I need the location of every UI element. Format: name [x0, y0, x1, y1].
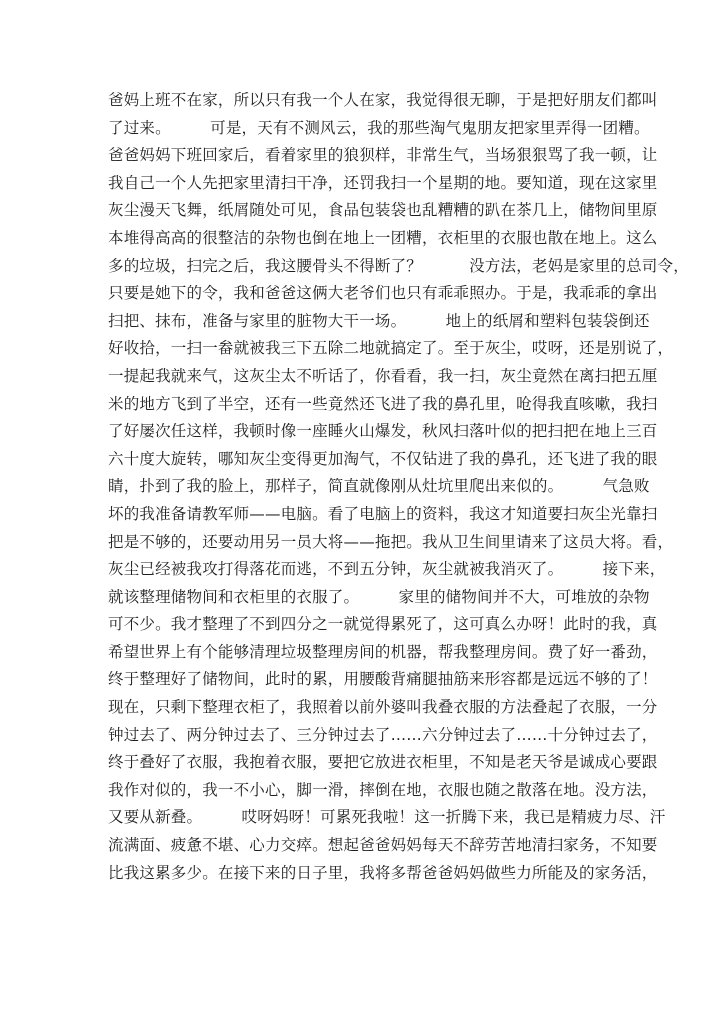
text-line-2: 了过来。 可是，天有不测风云，我的那些淘气鬼朋友把家里弄得一团糟。: [108, 118, 650, 137]
text-line-19: 就该整理储物间和衣柜里的衣服了。 家里的储物间并不大，可堆放的杂物: [108, 587, 650, 606]
text-line-7: 多的垃圾，扫完之后，我这腰骨头不得断了？ 没方法，老妈是家里的总司令，: [108, 256, 689, 275]
text-line-28: 流满面、疲惫不堪、心力交瘁。想起爸爸妈妈每天不辞劳苦地清扫家务，不知要: [108, 836, 658, 855]
essay-body: [108, 87, 689, 887]
text-line-8: 只要是她下的令，我和爸爸这俩大老爷们也只有乖乖照办。于是，我乖乖的拿出: [108, 284, 658, 303]
text-line-24: 钟过去了、两分钟过去了、三分钟过去了……六分钟过去了……十分钟过去了，: [108, 725, 658, 744]
text-line-9: 扫把、抹布，准备与家里的脏物大干一场。 地上的纸屑和塑料包装袋倒还: [108, 311, 650, 330]
text-line-13: 了好屡次任这样，我顿时像一座睡火山爆发，秋风扫落叶似的把扫把在地上三百: [108, 422, 658, 441]
text-line-21: 希望世界上有个能够清理垃圾整理房间的机器，帮我整理房间。费了好一番劲，: [108, 642, 658, 661]
text-line-26: 我作对似的，我一不小心，脚一滑，摔倒在地，衣服也随之散落在地。没方法，: [108, 780, 658, 799]
text-line-10: 好收拾，一扫一畚就被我三下五除二地就搞定了。至于灰尘，哎呀，还是别说了，: [108, 339, 674, 358]
text-line-29: 比我这累多少。在接下来的日子里，我将多帮爸爸妈妈做些力所能及的家务活，: [108, 863, 658, 882]
text-line-14: 六十度大旋转，哪知灰尘变得更加淘气，不仅钻进了我的鼻孔，还飞进了我的眼: [108, 449, 658, 468]
text-line-16: 坏的我准备请教军师——电脑。看了电脑上的资料，我这才知道要扫灰尘光靠扫: [108, 504, 658, 523]
text-line-4: 我自己一个人先把家里清扫干净，还罚我扫一个星期的地。要知道，现在这家里: [108, 173, 658, 192]
text-line-17: 把是不够的，还要动用另一员大将——拖把。我从卫生间里请来了这员大将。看，: [108, 532, 674, 551]
text-line-15: 睛，扑到了我的脸上，那样子，简直就像刚从灶坑里爬出来似的。 气急败: [108, 477, 650, 496]
text-line-11: 一提起我就来气，这灰尘太不听话了，你看看，我一扫，灰尘竟然在离扫把五厘: [108, 366, 658, 385]
text-line-27: 又要从新叠。 哎呀妈呀！可累死我啦！这一折腾下来，我已是精疲力尽、汗: [108, 808, 666, 827]
text-line-6: 本堆得高高的很整洁的杂物也倒在地上一团糟，衣柜里的衣服也散在地上。这么: [108, 228, 658, 247]
text-line-20: 可不少。我才整理了不到四分之一就觉得累死了，这可真么办呀！此时的我，真: [108, 615, 658, 634]
text-line-25: 终于叠好了衣服，我抱着衣服，要把它放进衣柜里，不知是老天爷是诚成心要跟: [108, 753, 658, 772]
text-line-1: 爸妈上班不在家，所以只有我一个人在家，我觉得很无聊，于是把好朋友们都叫: [108, 91, 658, 109]
text-line-18: 灰尘已经被我攻打得落花而逃，不到五分钟，灰尘就被我消灭了。 接下来，: [108, 560, 666, 579]
text-line-22: 终于整理好了储物间，此时的累，用腰酸背痛腿抽筋来形容都是远远不够的了！: [108, 670, 658, 689]
text-line-3: 爸爸妈妈下班回家后，看着家里的狼狈样，非常生气，当场狠狠骂了我一顿，让: [108, 146, 658, 165]
text-line-23: 现在，只剩下整理衣柜了，我照着以前外婆叫我叠衣服的方法叠起了衣服，一分: [108, 698, 658, 717]
text-line-5: 灰尘漫天飞舞，纸屑随处可见，食品包装袋也乱糟糟的趴在茶几上，储物间里原: [108, 201, 658, 220]
text-line-12: 米的地方飞到了半空，还有一些竟然还飞进了我的鼻孔里，呛得我直咳嗽，我扫: [108, 394, 658, 413]
